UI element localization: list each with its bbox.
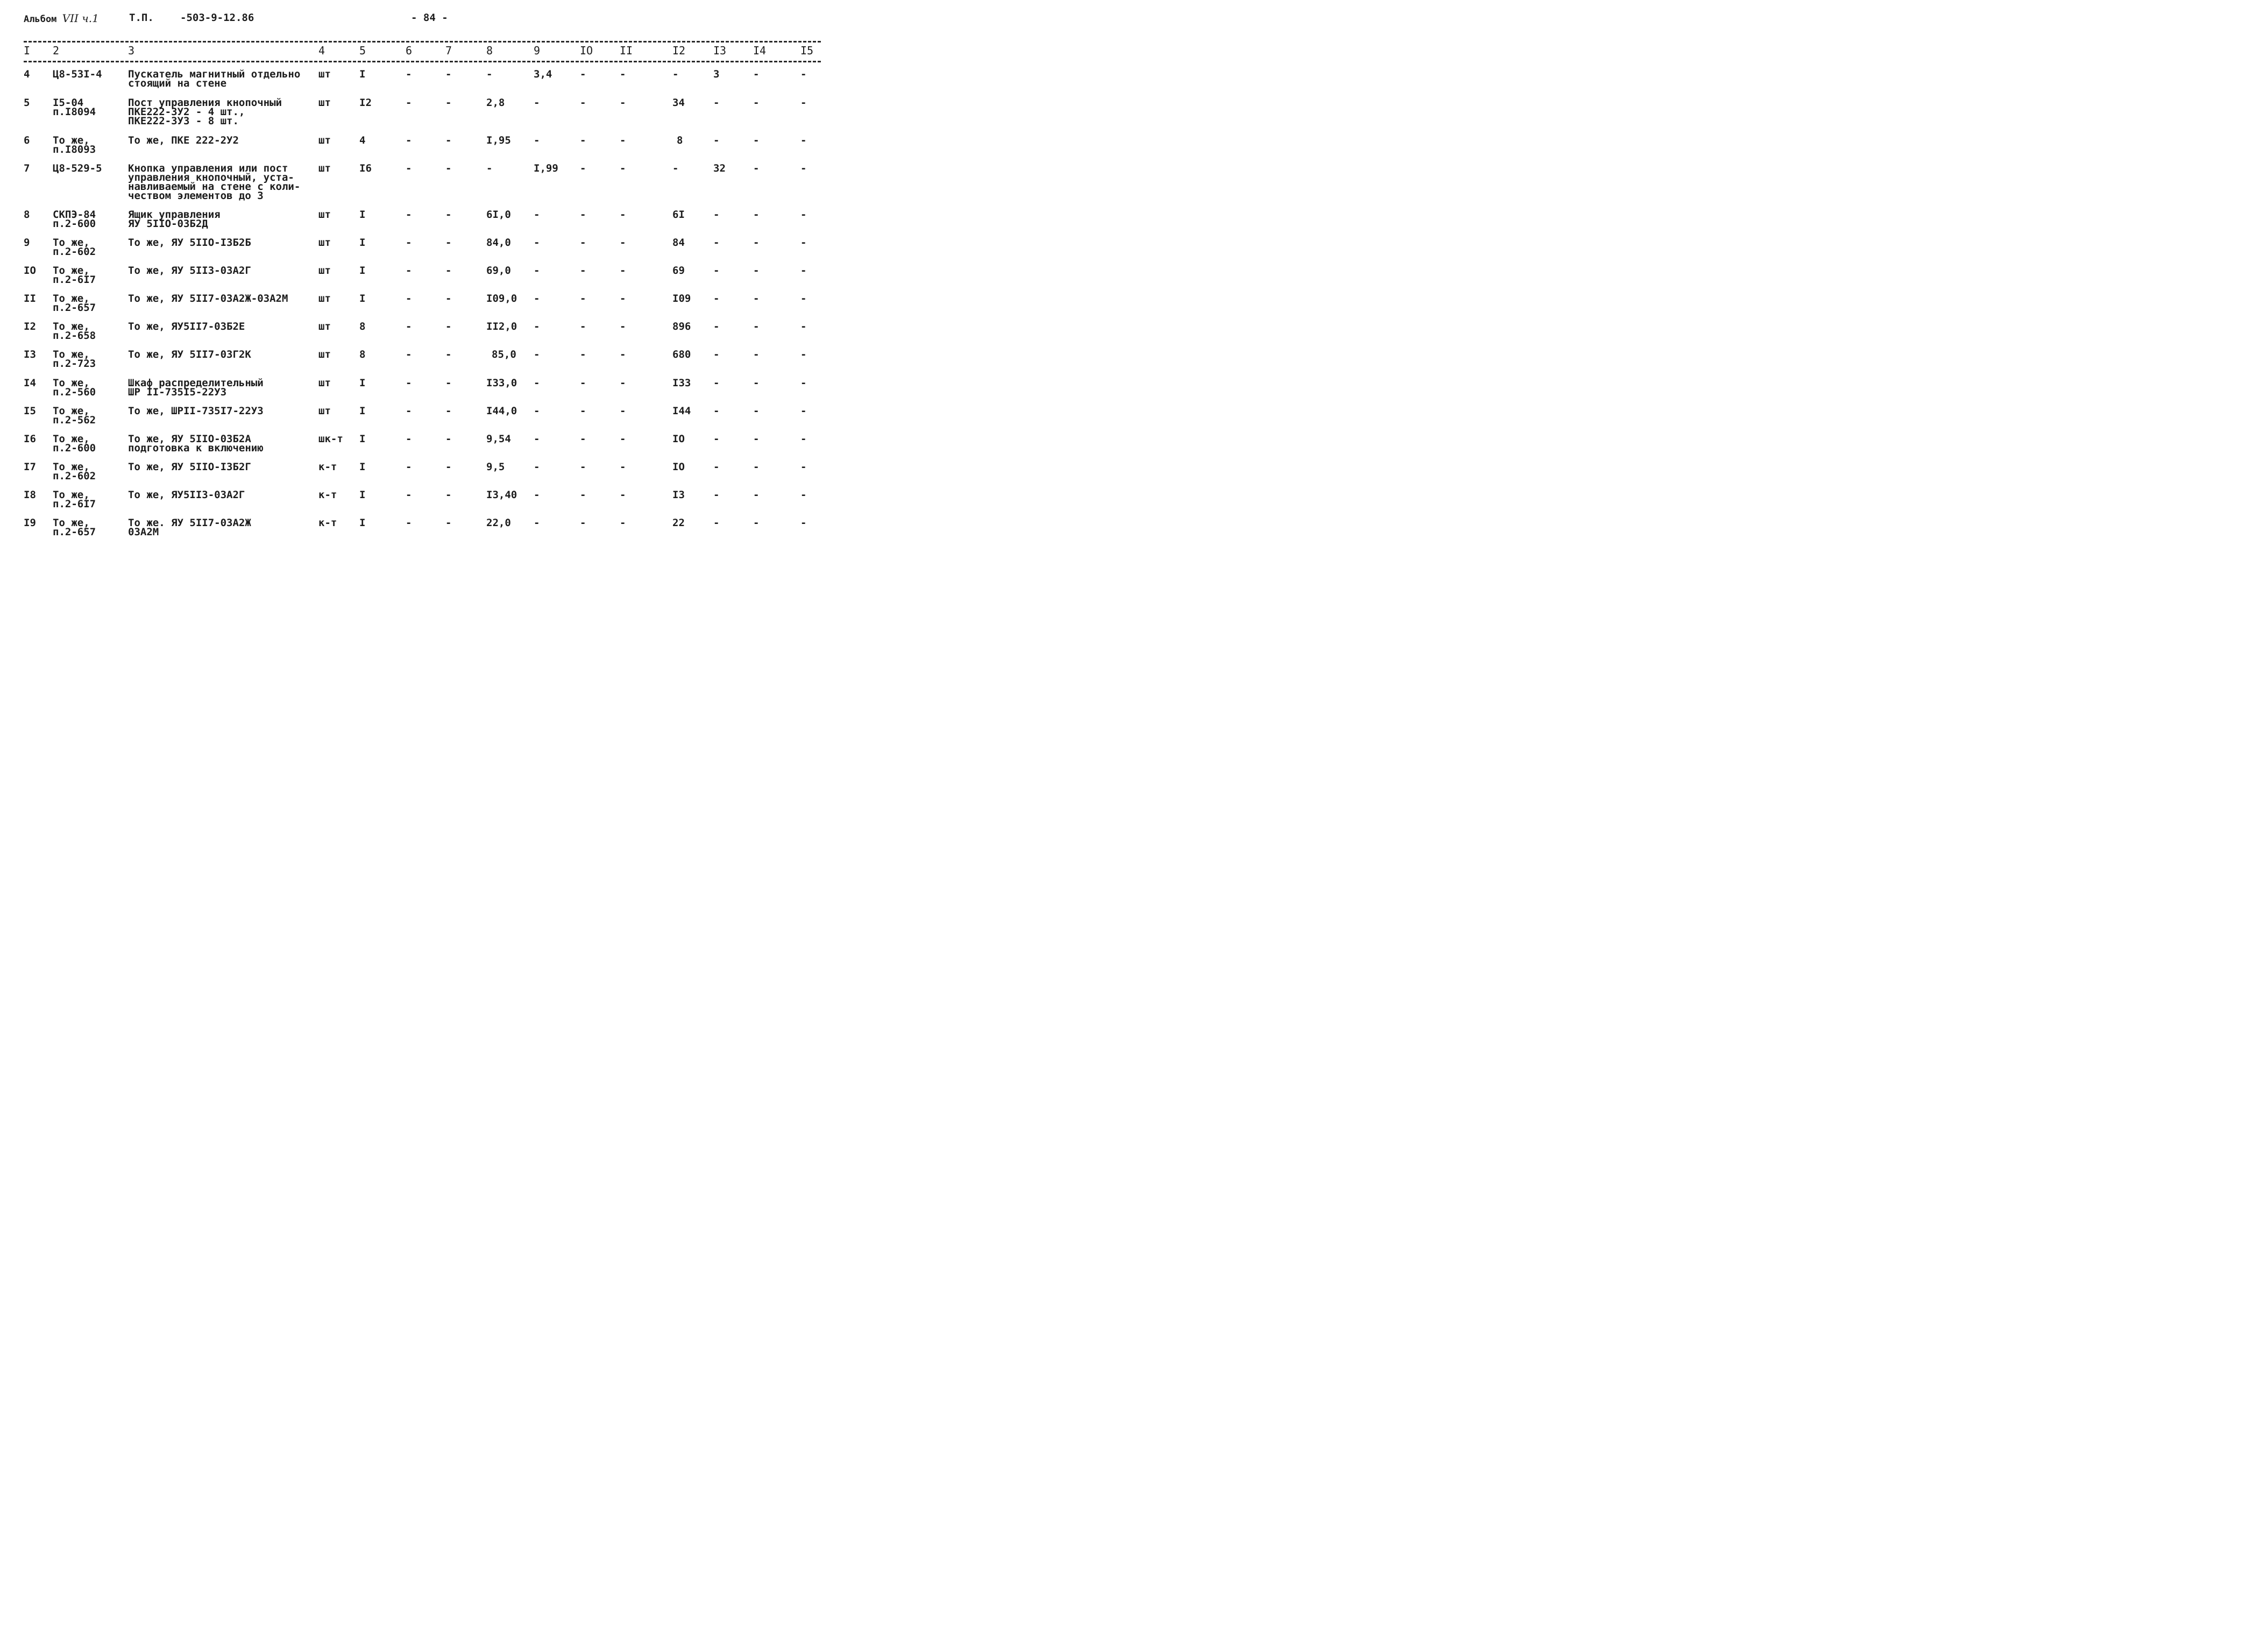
cell-row-number: I2 (24, 321, 36, 332)
cell-total: I3 (672, 489, 685, 501)
cell-col-14: - (753, 461, 760, 473)
cell-col-9: - (534, 321, 540, 332)
cell-reference: То же, п.2-657 (53, 293, 96, 314)
cell-col-6: - (406, 433, 412, 445)
cell-col-10: - (580, 237, 586, 249)
cell-unit: к-т (318, 461, 337, 473)
cell-col-6: - (406, 162, 412, 174)
cell-description: То же, ЯУ5II3-03А2Г (128, 489, 245, 501)
cell-col-10: - (580, 405, 586, 417)
cell-row-number: 8 (24, 209, 30, 221)
column-number-3: 3 (128, 44, 135, 57)
cell-col-10: - (580, 293, 586, 304)
cell-total: IO (672, 433, 685, 445)
cell-unit: шт (318, 349, 331, 360)
cell-col-14: - (753, 349, 760, 360)
cell-col-15: - (800, 237, 807, 249)
cell-quantity: I (359, 433, 366, 445)
tp-label: Т.П. (129, 12, 154, 24)
cell-col-14: - (753, 405, 760, 417)
column-number-8: 8 (486, 44, 493, 57)
cell-total: IO (672, 461, 685, 473)
cell-col-7: - (445, 461, 452, 473)
cell-quantity: I (359, 237, 366, 249)
cell-description: То же, ЯУ 5IIO-03Б2А подготовка к включению (128, 433, 264, 454)
cell-reference: То же, п.2-658 (53, 321, 96, 342)
cell-col-13: - (713, 433, 720, 445)
header-rule-top (24, 41, 821, 42)
cell-unit-value: 22,0 (486, 517, 511, 529)
cell-col-10: - (580, 517, 586, 529)
cell-col-10: - (580, 489, 586, 501)
cell-reference: То же, п.I8093 (53, 134, 96, 155)
column-number-6: 6 (406, 44, 413, 57)
cell-description: То же, ШРII-735I7-22У3 (128, 405, 264, 417)
cell-unit-value: 2,8 (486, 97, 505, 109)
cell-col-9: - (534, 265, 540, 276)
cell-col-14: - (753, 321, 760, 332)
cell-col-13: - (713, 461, 720, 473)
cell-col-11: - (620, 97, 626, 109)
cell-col-7: - (445, 97, 452, 109)
cell-col-15: - (800, 405, 807, 417)
cell-total: 22 (672, 517, 685, 529)
cell-unit: шт (318, 134, 331, 146)
cell-total: I33 (672, 377, 691, 389)
cell-col-6: - (406, 349, 412, 360)
cell-row-number: 9 (24, 237, 30, 249)
cell-col-13: 3 (713, 68, 720, 80)
cell-col-6: - (406, 321, 412, 332)
cell-col-11: - (620, 433, 626, 445)
cell-col-7: - (445, 433, 452, 445)
cell-unit: шт (318, 97, 331, 109)
cell-reference: То же, п.2-602 (53, 461, 96, 482)
cell-col-11: - (620, 461, 626, 473)
cell-row-number: II (24, 293, 36, 304)
cell-col-11: - (620, 68, 626, 80)
cell-description: То же, ЯУ 5IIO-I3Б2Б (128, 237, 251, 249)
cell-col-6: - (406, 517, 412, 529)
cell-total: - (672, 68, 679, 80)
cell-reference: То же, п.2-6I7 (53, 265, 96, 286)
cell-total: 680 (672, 349, 691, 360)
cell-reference: Ц8-529-5 (53, 162, 102, 174)
cell-reference: То же, п.2-560 (53, 377, 96, 398)
cell-unit: к-т (318, 489, 337, 501)
cell-quantity: I2 (359, 97, 372, 109)
cell-description: То же, ЯУ 5II7-03Г2К (128, 349, 251, 360)
cell-unit: шт (318, 321, 331, 332)
cell-col-11: - (620, 293, 626, 304)
cell-col-10: - (580, 265, 586, 276)
cell-col-14: - (753, 293, 760, 304)
cell-unit: шт (318, 68, 331, 80)
cell-col-13: 32 (713, 162, 726, 174)
cell-quantity: I (359, 293, 366, 304)
cell-reference: Ц8-53I-4 (53, 68, 102, 80)
cell-col-15: - (800, 517, 807, 529)
cell-row-number: I6 (24, 433, 36, 445)
cell-reference: То же, п.2-6I7 (53, 489, 96, 510)
cell-col-15: - (800, 293, 807, 304)
cell-unit-value: I3,40 (486, 489, 517, 501)
cell-row-number: 5 (24, 97, 30, 109)
cell-quantity: 8 (359, 321, 366, 332)
cell-col-7: - (445, 405, 452, 417)
cell-col-15: - (800, 134, 807, 146)
cell-col-9: - (534, 97, 540, 109)
column-number-13: I3 (713, 44, 727, 57)
cell-quantity: I (359, 209, 366, 221)
cell-reference: То же, п.2-600 (53, 433, 96, 454)
cell-col-15: - (800, 162, 807, 174)
cell-col-15: - (800, 461, 807, 473)
cell-col-10: - (580, 97, 586, 109)
page-number: - 84 - (411, 12, 448, 24)
cell-col-11: - (620, 209, 626, 221)
cell-col-15: - (800, 265, 807, 276)
cell-quantity: I (359, 377, 366, 389)
cell-col-11: - (620, 321, 626, 332)
cell-col-10: - (580, 209, 586, 221)
cell-col-13: - (713, 97, 720, 109)
cell-quantity: I (359, 489, 366, 501)
cell-col-7: - (445, 293, 452, 304)
cell-col-13: - (713, 349, 720, 360)
cell-description: Шкаф распределительный ШР II-735I5-22У3 (128, 377, 264, 398)
cell-col-10: - (580, 134, 586, 146)
cell-col-6: - (406, 265, 412, 276)
cell-col-10: - (580, 162, 586, 174)
cell-quantity: I (359, 68, 366, 80)
cell-col-9: - (534, 293, 540, 304)
cell-col-14: - (753, 265, 760, 276)
cell-col-9: - (534, 237, 540, 249)
column-number-2: 2 (53, 44, 60, 57)
cell-col-13: - (713, 209, 720, 221)
cell-unit-value: I,95 (486, 134, 511, 146)
cell-unit-value: 84,0 (486, 237, 511, 249)
cell-unit-value: - (486, 162, 493, 174)
cell-col-10: - (580, 377, 586, 389)
cell-col-14: - (753, 377, 760, 389)
cell-unit-value: 69,0 (486, 265, 511, 276)
cell-unit-value: 6I,0 (486, 209, 511, 221)
cell-col-7: - (445, 134, 452, 146)
cell-col-9: - (534, 517, 540, 529)
cell-unit: шт (318, 209, 331, 221)
cell-description: То же, ЯУ 5II7-03А2Ж-03А2М (128, 293, 288, 304)
cell-col-14: - (753, 97, 760, 109)
cell-unit: шк-т (318, 433, 343, 445)
cell-description: Ящик управления ЯУ 5IIO-03Б2Д (128, 209, 221, 230)
cell-unit: шт (318, 265, 331, 276)
cell-description: То же. ЯУ 5II7-03А2Ж 03А2М (128, 517, 251, 538)
cell-col-14: - (753, 433, 760, 445)
cell-reference: То же, п.2-657 (53, 517, 96, 538)
cell-col-14: - (753, 489, 760, 501)
cell-unit: шт (318, 237, 331, 249)
cell-col-10: - (580, 321, 586, 332)
cell-col-9: - (534, 134, 540, 146)
cell-quantity: I (359, 265, 366, 276)
column-number-15: I5 (800, 44, 814, 57)
cell-col-9: - (534, 209, 540, 221)
cell-col-15: - (800, 321, 807, 332)
cell-col-11: - (620, 349, 626, 360)
cell-row-number: I7 (24, 461, 36, 473)
cell-quantity: 4 (359, 134, 366, 146)
cell-col-11: - (620, 405, 626, 417)
cell-quantity: I (359, 517, 366, 529)
cell-col-14: - (753, 162, 760, 174)
cell-total: 84 (672, 237, 685, 249)
cell-col-11: - (620, 162, 626, 174)
cell-col-14: - (753, 134, 760, 146)
cell-col-13: - (713, 517, 720, 529)
cell-total: - (672, 162, 679, 174)
cell-col-14: - (753, 237, 760, 249)
cell-row-number: I9 (24, 517, 36, 529)
cell-row-number: 4 (24, 68, 30, 80)
column-number-1: I (24, 44, 31, 57)
column-number-5: 5 (359, 44, 366, 57)
cell-col-6: - (406, 237, 412, 249)
column-number-4: 4 (318, 44, 325, 57)
cell-col-6: - (406, 489, 412, 501)
cell-col-14: - (753, 209, 760, 221)
cell-col-7: - (445, 68, 452, 80)
cell-row-number: 7 (24, 162, 30, 174)
cell-description: Кнопка управления или пост управления кнопочный, уста- навливаемый на стене с коли- чеством элементов до 3 (128, 162, 301, 202)
cell-col-11: - (620, 134, 626, 146)
header-rule-bottom (24, 61, 821, 62)
cell-row-number: 6 (24, 134, 30, 146)
cell-unit-value: I33,0 (486, 377, 517, 389)
column-number-10: IO (580, 44, 593, 57)
cell-description: То же, ЯУ5II7-03Б2Е (128, 321, 245, 332)
column-number-14: I4 (753, 44, 767, 57)
cell-col-14: - (753, 517, 760, 529)
cell-col-14: - (753, 68, 760, 80)
cell-col-9: I,99 (534, 162, 558, 174)
album-label: Альбом VII ч.1 (24, 12, 99, 25)
cell-total: 34 (672, 97, 685, 109)
cell-unit-value: I44,0 (486, 405, 517, 417)
cell-col-7: - (445, 349, 452, 360)
cell-quantity: I6 (359, 162, 372, 174)
cell-row-number: I8 (24, 489, 36, 501)
column-number-12: I2 (672, 44, 686, 57)
cell-unit-value: 9,5 (486, 461, 505, 473)
cell-unit: шт (318, 377, 331, 389)
cell-col-10: - (580, 461, 586, 473)
cell-col-10: - (580, 68, 586, 80)
cell-unit: к-т (318, 517, 337, 529)
cell-col-15: - (800, 97, 807, 109)
cell-col-15: - (800, 68, 807, 80)
cell-row-number: I4 (24, 377, 36, 389)
cell-unit: шт (318, 293, 331, 304)
cell-reference: То же, п.2-562 (53, 405, 96, 426)
cell-unit-value: - (486, 68, 493, 80)
cell-description: То же, ЯУ 5IIO-I3Б2Г (128, 461, 251, 473)
cell-col-13: - (713, 265, 720, 276)
cell-col-15: - (800, 489, 807, 501)
cell-total: 6I (672, 209, 685, 221)
cell-col-10: - (580, 433, 586, 445)
cell-col-7: - (445, 265, 452, 276)
cell-total: 8 (677, 134, 683, 146)
cell-col-13: - (713, 489, 720, 501)
cell-col-9: - (534, 405, 540, 417)
cell-col-13: - (713, 405, 720, 417)
cell-unit-value: 9,54 (486, 433, 511, 445)
cell-col-6: - (406, 97, 412, 109)
cell-col-6: - (406, 134, 412, 146)
cell-quantity: I (359, 461, 366, 473)
cell-col-7: - (445, 209, 452, 221)
cell-col-13: - (713, 321, 720, 332)
cell-col-7: - (445, 489, 452, 501)
cell-row-number: IO (24, 265, 36, 276)
cell-col-7: - (445, 321, 452, 332)
cell-unit-value: I09,0 (486, 293, 517, 304)
cell-col-13: - (713, 293, 720, 304)
cell-description: Пускатель магнитный отдельно стоящий на стене (128, 68, 301, 89)
cell-reference: СКПЭ-84 п.2-600 (53, 209, 96, 230)
cell-unit: шт (318, 162, 331, 174)
cell-col-6: - (406, 68, 412, 80)
cell-col-11: - (620, 265, 626, 276)
cell-reference: I5-04 п.I8094 (53, 97, 96, 118)
cell-col-6: - (406, 405, 412, 417)
cell-unit-value: 85,0 (492, 349, 516, 360)
cell-quantity: I (359, 405, 366, 417)
cell-col-13: - (713, 237, 720, 249)
cell-col-6: - (406, 209, 412, 221)
cell-row-number: I5 (24, 405, 36, 417)
album-number: VII ч.1 (62, 12, 99, 25)
cell-col-6: - (406, 461, 412, 473)
cell-col-9: - (534, 377, 540, 389)
cell-col-6: - (406, 293, 412, 304)
cell-col-7: - (445, 377, 452, 389)
cell-col-13: - (713, 377, 720, 389)
cell-col-10: - (580, 349, 586, 360)
cell-unit-value: II2,0 (486, 321, 517, 332)
cell-col-9: - (534, 489, 540, 501)
cell-col-6: - (406, 377, 412, 389)
column-number-7: 7 (445, 44, 452, 57)
cell-col-9: - (534, 433, 540, 445)
cell-total: 896 (672, 321, 691, 332)
cell-col-11: - (620, 377, 626, 389)
cell-col-15: - (800, 349, 807, 360)
cell-description: То же, ПКЕ 222-2У2 (128, 134, 239, 146)
cell-col-11: - (620, 517, 626, 529)
cell-col-7: - (445, 517, 452, 529)
cell-unit: шт (318, 405, 331, 417)
cell-col-9: - (534, 349, 540, 360)
cell-row-number: I3 (24, 349, 36, 360)
cell-col-7: - (445, 162, 452, 174)
cell-total: 69 (672, 265, 685, 276)
column-number-9: 9 (534, 44, 541, 57)
cell-col-11: - (620, 489, 626, 501)
cell-total: I44 (672, 405, 691, 417)
cell-col-7: - (445, 237, 452, 249)
cell-reference: То же, п.2-723 (53, 349, 96, 370)
cell-col-11: - (620, 237, 626, 249)
cell-total: I09 (672, 293, 691, 304)
cell-description: То же, ЯУ 5II3-03А2Г (128, 265, 251, 276)
cell-col-15: - (800, 433, 807, 445)
column-number-11: II (620, 44, 633, 57)
cell-col-15: - (800, 377, 807, 389)
cell-col-9: - (534, 461, 540, 473)
project-code: -503-9-12.86 (180, 12, 254, 24)
cell-quantity: 8 (359, 349, 366, 360)
cell-col-13: - (713, 134, 720, 146)
cell-description: Пост управления кнопочный ПКЕ222-3У2 - 4 шт., ПКЕ222-3У3 - 8 шт. (128, 97, 282, 127)
cell-col-9: 3,4 (534, 68, 552, 80)
cell-col-15: - (800, 209, 807, 221)
cell-reference: То же, п.2-602 (53, 237, 96, 258)
